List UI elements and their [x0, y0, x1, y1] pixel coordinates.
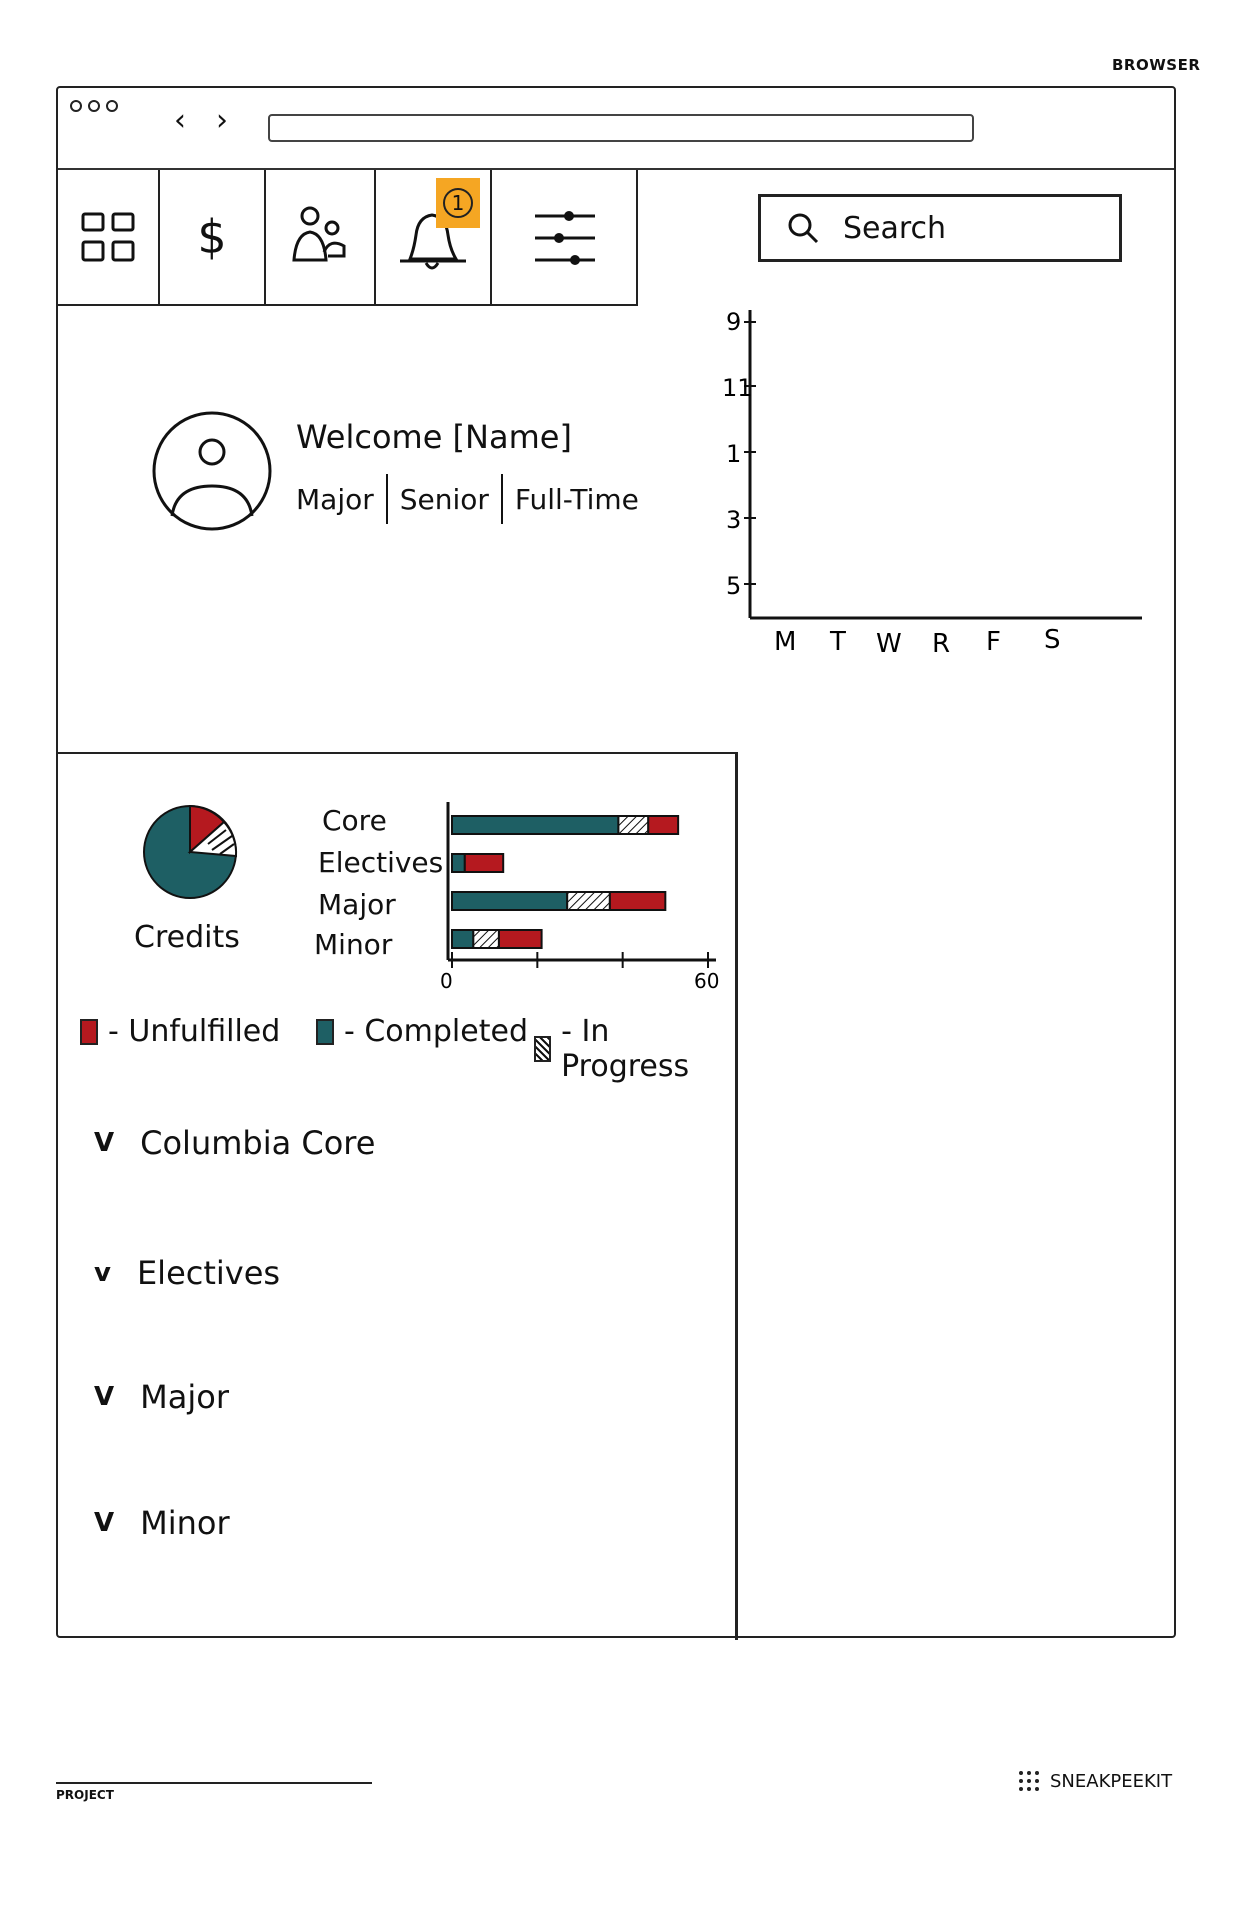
y-tick-label: 1 [726, 440, 742, 468]
credits-panel [58, 752, 738, 1640]
search-input[interactable] [758, 194, 1122, 262]
tab-finance[interactable] [160, 170, 266, 304]
tab-dashboard[interactable] [58, 170, 160, 304]
icon-toolbar [58, 170, 638, 306]
legend-label: - In Progress [561, 1014, 690, 1084]
welcome-heading: Welcome [Name] [296, 418, 572, 456]
tab-notifications[interactable] [376, 170, 492, 304]
project-label: PROJECT [56, 1788, 114, 1802]
section-title: Columbia Core [140, 1124, 376, 1162]
chevron-down-icon[interactable]: V [94, 1382, 115, 1412]
window-control-dot[interactable] [70, 100, 82, 112]
x-day-label: R [932, 629, 951, 659]
y-tick-label: 5 [726, 572, 742, 600]
chevron-down-icon[interactable]: V [94, 1128, 115, 1158]
bar-completed [452, 816, 618, 834]
credits-label: Credits [134, 920, 240, 955]
dollar-icon: $ [197, 210, 227, 264]
section-title: Electives [136, 1254, 281, 1292]
section-electives[interactable] [94, 1254, 280, 1292]
tab-people[interactable] [266, 170, 376, 304]
url-bar[interactable] [268, 114, 974, 142]
bar-in-progress [567, 892, 610, 910]
section-title: Major [140, 1378, 229, 1416]
divider [501, 474, 503, 524]
x-day-label: F [986, 627, 1001, 657]
bar-unfulfilled [648, 816, 678, 834]
bar-unfulfilled [499, 930, 542, 948]
bar-completed [452, 930, 473, 948]
bar-completed [452, 854, 465, 872]
legend-completed [316, 1014, 528, 1049]
badge-count: 1 [443, 188, 473, 218]
bar-tick-label: 60 [694, 969, 720, 992]
legend-swatch [316, 1019, 334, 1045]
people-icon [288, 202, 352, 272]
chevron-left-icon[interactable]: ‹ [174, 103, 186, 138]
bar-unfulfilled [610, 892, 665, 910]
avatar[interactable] [150, 406, 274, 536]
section-major[interactable] [94, 1378, 229, 1416]
major-text: Major [296, 482, 374, 516]
project-line [56, 1782, 372, 1784]
y-tick-label: 3 [726, 506, 742, 534]
x-day-label: T [830, 627, 846, 657]
grid-icon [77, 206, 139, 268]
x-day-label: M [774, 627, 797, 657]
year-text: Senior [399, 482, 489, 516]
browser-titlebar [58, 88, 1174, 170]
profile-details [296, 474, 639, 524]
section-minor[interactable] [94, 1504, 230, 1542]
bar-in-progress [473, 930, 499, 948]
frame-label: BROWSER [1112, 56, 1201, 74]
y-tick-label: 9 [726, 308, 742, 336]
bar-category-label: Major [318, 888, 396, 921]
bar-completed [452, 892, 567, 910]
search-placeholder: Search [843, 210, 947, 246]
sliders-icon [529, 202, 601, 272]
legend-swatch [534, 1036, 551, 1062]
brand [1018, 1770, 1172, 1792]
section-title: Minor [140, 1504, 230, 1542]
chevron-down-icon[interactable]: V [94, 1508, 115, 1538]
legend-in-progress [534, 1014, 735, 1084]
bar-unfulfilled [465, 854, 503, 872]
legend-label: - Completed [344, 1014, 528, 1049]
legend-label: - Unfulfilled [108, 1014, 281, 1049]
window-control-dot[interactable] [106, 100, 118, 112]
chevron-down-icon[interactable]: v [94, 1258, 111, 1288]
bar-category-label: Electives [318, 846, 444, 879]
legend-unfulfilled [80, 1014, 280, 1049]
tab-settings[interactable] [492, 170, 638, 304]
x-day-label: S [1044, 625, 1061, 655]
credits-bar-chart [438, 802, 728, 992]
bar-category-label: Minor [314, 928, 393, 961]
brand-name: SNEAKPEEKIT [1050, 1770, 1173, 1792]
window-control-dot[interactable] [88, 100, 100, 112]
divider [386, 474, 388, 524]
chevron-right-icon[interactable]: › [216, 103, 228, 138]
x-day-label: W [876, 629, 902, 659]
browser-window [56, 86, 1176, 1638]
credits-pie-chart [138, 796, 242, 906]
bar-in-progress [618, 816, 648, 834]
y-tick-label: 11 [722, 374, 753, 402]
search-icon [785, 210, 821, 246]
bar-tick-label: 0 [440, 969, 453, 992]
legend-swatch [80, 1019, 98, 1045]
notification-badge[interactable] [436, 178, 480, 228]
bar-category-label: Core [322, 804, 387, 837]
section-columbia-core[interactable] [94, 1124, 375, 1162]
schedule-chart [722, 300, 1152, 660]
status-text: Full-Time [514, 482, 639, 516]
dots-grid-icon [1018, 1770, 1040, 1792]
